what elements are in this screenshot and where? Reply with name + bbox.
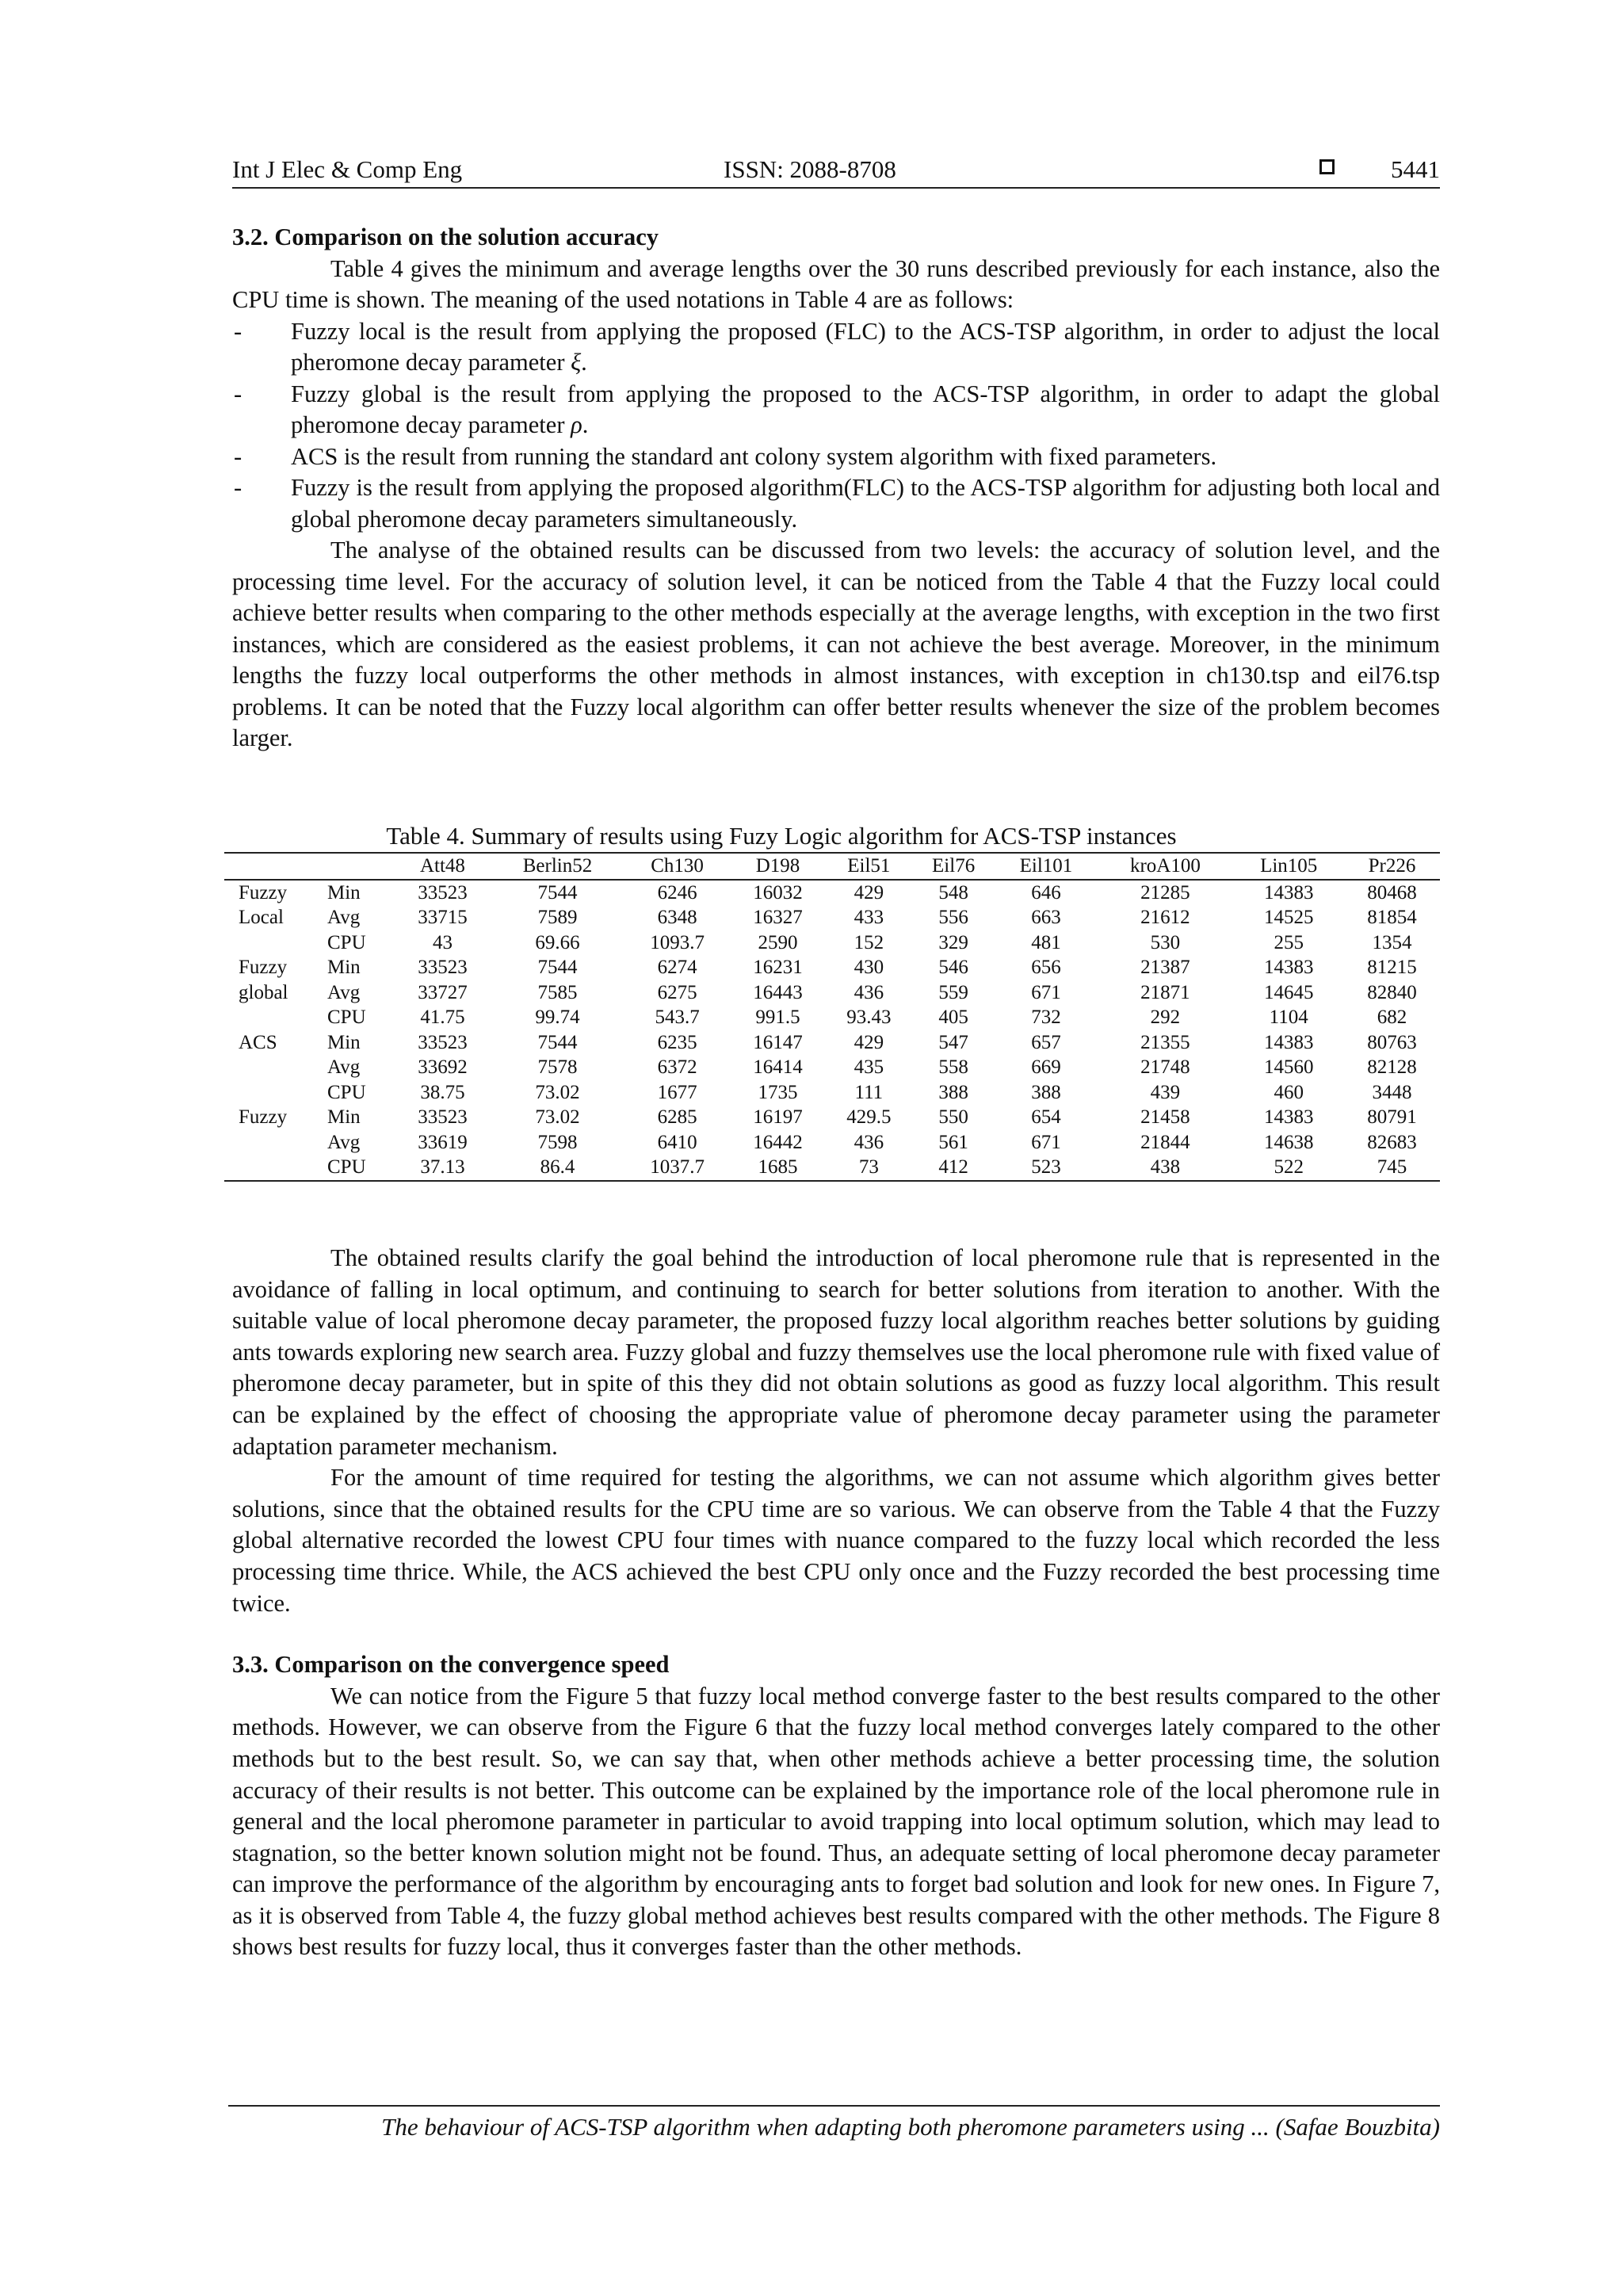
paragraph: For the amount of time required for testing the algorithms, we can not assume which algorithm gives better solutions, since that the obtained results for the CPU time are so various. We can observe from the Table 4 that the Fuzzy global alternative recorded the lowest CPU four times with nuance compared to the fuzzy local which recorded the less processing time thrice. While, the ACS achieved the best CPU only once and the Fuzzy recorded the best processing time twice. bbox=[232, 1464, 1440, 1617]
metric-label: Avg bbox=[327, 981, 361, 1003]
table-cell: 6275 bbox=[657, 981, 697, 1003]
table-row bbox=[224, 1055, 1440, 1080]
table-cell: 548 bbox=[938, 881, 968, 904]
issn: ISSN: 2088-8708 bbox=[724, 155, 896, 183]
group-label: Local bbox=[239, 907, 284, 928]
table-cell: 7578 bbox=[537, 1056, 578, 1078]
table-cell: 99.74 bbox=[535, 1007, 580, 1028]
table-cell: 7585 bbox=[537, 981, 578, 1003]
list-item: - Fuzzy is the result from applying the proposed algorithm(FLC) to the ACS-TSP algorithm for adjusting both local and global pheromone decay parameters simultaneously. bbox=[232, 472, 1440, 535]
table-cell: 435 bbox=[854, 1056, 884, 1078]
journal-name: Int J Elec & Comp Eng bbox=[232, 155, 463, 183]
section-heading: 3.2. Comparison on the solution accuracy bbox=[232, 223, 659, 250]
table-cell: 1093.7 bbox=[650, 931, 705, 953]
column-header: Att48 bbox=[419, 855, 465, 877]
table-cell: 559 bbox=[938, 981, 968, 1003]
table-cell: 6410 bbox=[657, 1131, 697, 1153]
table-cell: 546 bbox=[938, 957, 968, 978]
table-cell: 412 bbox=[938, 1156, 968, 1178]
table-cell: 1685 bbox=[758, 1156, 798, 1178]
metric-label: CPU bbox=[327, 1081, 366, 1103]
table-cell: 991.5 bbox=[755, 1007, 800, 1028]
table-cell: 82683 bbox=[1367, 1131, 1417, 1153]
table-cell: 21285 bbox=[1140, 881, 1190, 904]
column-header: Ch130 bbox=[651, 855, 704, 877]
table-row bbox=[224, 1005, 1440, 1030]
table-cell: 38.75 bbox=[420, 1081, 465, 1103]
table-4 bbox=[224, 822, 1440, 1182]
table-cell: 522 bbox=[1274, 1156, 1304, 1178]
table-cell: 80468 bbox=[1367, 881, 1417, 904]
table-cell: 16327 bbox=[753, 907, 803, 928]
table-cell: 6348 bbox=[657, 907, 697, 928]
page-number: 5441 bbox=[1391, 155, 1440, 183]
group-label: Fuzzy bbox=[239, 1106, 288, 1128]
table-cell: 33523 bbox=[418, 957, 468, 978]
table-cell: 33523 bbox=[418, 1106, 468, 1128]
paragraph: The analyse of the obtained results can be discussed from two levels: the accuracy of solution level, and the processing time level. For the accuracy of solution level, it can be noticed from the Table 4 that the Fuzzy local could achieve better results when comparing to the other methods especially at the average lengths, with exception in the two first instances, which are considered as the easiest problems, it can not achieve the best average. Moreover, in the minimum lengths the fuzzy local outperforms the other methods in almost instances, with exception in ch130.tsp and eil76.tsp problems. It can be noted that the Fuzzy local algorithm can offer better results whenever the size of the problem becomes larger. bbox=[232, 537, 1440, 751]
table-cell: 16147 bbox=[753, 1031, 803, 1053]
table-row bbox=[224, 1030, 1440, 1056]
table-cell: 14560 bbox=[1263, 1056, 1314, 1078]
table-body bbox=[224, 880, 1440, 1181]
table-cell: 69.66 bbox=[535, 931, 580, 953]
table-cell: 16032 bbox=[753, 881, 803, 904]
paragraph: We can notice from the Figure 5 that fuzzy local method converge faster to the best results compared to the other methods. However, we can observe from the Figure 6 that the fuzzy local method converges lately compared to the other methods but to the best result. So, we can say that, when other methods achieve a better processing time, the solution accuracy of their results is not better. This outcome can be explained by the importance role of the local pheromone rule in general and the local pheromone parameter in particular to avoid trapping into local optimum solution, which may lead to stagnation, so the better known solution might not be found. Thus, an adequate setting of local pheromone decay parameter can improve the performance of the algorithm by encouraging ants to forget bad solution and look for new ones. In Figure 7, as it is observed from Table 4, the fuzzy global method achieves best results compared with the other methods. The Figure 8 shows best results for fuzzy local, thus it converges faster than the other methods. bbox=[232, 1682, 1440, 1961]
table-cell: 152 bbox=[854, 931, 884, 953]
table-cell: 14383 bbox=[1263, 881, 1314, 904]
metric-label: Min bbox=[327, 1031, 361, 1053]
metric-label: Min bbox=[327, 957, 361, 978]
list-item: - Fuzzy global is the result from applying the proposed to the ACS-TSP algorithm, in order to adapt the global pheromone decay parameter ρ. bbox=[232, 379, 1440, 441]
table-cell: 16231 bbox=[753, 957, 803, 978]
table-cell: 16197 bbox=[753, 1106, 803, 1128]
table-cell: 73.02 bbox=[535, 1081, 580, 1103]
table-row bbox=[224, 905, 1440, 930]
table-row bbox=[224, 955, 1440, 980]
results-discussion bbox=[232, 1243, 1440, 1963]
column-header: D198 bbox=[755, 855, 800, 877]
table-cell: 530 bbox=[1150, 931, 1181, 953]
column-header: Pr226 bbox=[1368, 855, 1416, 877]
table-cell: 669 bbox=[1031, 1056, 1061, 1078]
table-cell: 21355 bbox=[1140, 1031, 1190, 1053]
table-caption: Table 4. Summary of results using Fuzy Logic algorithm for ACS-TSP instances bbox=[386, 822, 1177, 850]
table-cell: 82840 bbox=[1367, 981, 1417, 1003]
table-cell: 14638 bbox=[1263, 1131, 1314, 1153]
table-cell: 16443 bbox=[753, 981, 803, 1003]
table-cell: 255 bbox=[1274, 931, 1304, 953]
table-cell: 388 bbox=[1031, 1081, 1061, 1103]
table-cell: 732 bbox=[1031, 1007, 1061, 1028]
list-item: - Fuzzy local is the result from applying the proposed (FLC) to the ACS-TSP algorithm, in order to adjust the local pheromone decay parameter ξ. bbox=[232, 316, 1440, 379]
table-cell: 7544 bbox=[537, 881, 578, 904]
notation-list bbox=[232, 316, 1440, 536]
column-header: Eil51 bbox=[847, 855, 891, 877]
metric-label: Min bbox=[327, 1106, 361, 1128]
metric-label: CPU bbox=[327, 1007, 366, 1028]
table-row bbox=[224, 930, 1440, 956]
section-3-2 bbox=[232, 222, 1440, 755]
table-cell: 33727 bbox=[418, 981, 468, 1003]
table-cell: 7598 bbox=[537, 1131, 578, 1153]
column-header: Lin105 bbox=[1260, 855, 1318, 877]
table-cell: 646 bbox=[1031, 881, 1061, 904]
table-cell: 7544 bbox=[537, 957, 578, 978]
table-cell: 21612 bbox=[1140, 907, 1190, 928]
table-cell: 21458 bbox=[1140, 1106, 1190, 1128]
table-cell: 82128 bbox=[1367, 1056, 1417, 1078]
table-cell: 550 bbox=[938, 1106, 968, 1128]
table-cell: 16442 bbox=[753, 1131, 803, 1153]
metric-label: Avg bbox=[327, 1131, 361, 1153]
table-cell: 14645 bbox=[1263, 981, 1314, 1003]
table-cell: 329 bbox=[938, 931, 968, 953]
table-cell: 3448 bbox=[1372, 1081, 1412, 1103]
table-cell: 7589 bbox=[537, 907, 578, 928]
group-label: Fuzzy bbox=[239, 881, 288, 904]
table-cell: 1037.7 bbox=[650, 1156, 705, 1178]
results-table bbox=[224, 852, 1440, 1182]
table-cell: 86.4 bbox=[540, 1156, 575, 1178]
table-cell: 80791 bbox=[1367, 1106, 1417, 1128]
table-cell: 33715 bbox=[418, 907, 468, 928]
column-header: Berlin52 bbox=[522, 855, 593, 877]
table-cell: 654 bbox=[1031, 1106, 1061, 1128]
metric-label: CPU bbox=[327, 1156, 366, 1178]
table-cell: 14525 bbox=[1263, 907, 1314, 928]
table-cell: 460 bbox=[1274, 1081, 1304, 1103]
table-cell: 81854 bbox=[1367, 907, 1417, 928]
table-cell: 2590 bbox=[758, 931, 798, 953]
table-row bbox=[224, 980, 1440, 1006]
group-label: Fuzzy bbox=[239, 957, 288, 978]
group-label: ACS bbox=[239, 1031, 277, 1053]
table-cell: 37.13 bbox=[420, 1156, 465, 1178]
table-cell: 663 bbox=[1031, 907, 1061, 928]
table-cell: 436 bbox=[854, 1131, 884, 1153]
table-cell: 41.75 bbox=[420, 1007, 465, 1028]
table-cell: 1104 bbox=[1269, 1007, 1308, 1028]
table-cell: 523 bbox=[1031, 1156, 1061, 1178]
group-label: global bbox=[239, 981, 288, 1003]
table-cell: 656 bbox=[1031, 957, 1061, 978]
table-cell: 6372 bbox=[657, 1056, 697, 1078]
table-cell: 14383 bbox=[1263, 1106, 1314, 1128]
table-cell: 21844 bbox=[1140, 1131, 1190, 1153]
column-header: Eil76 bbox=[932, 855, 976, 877]
table-row bbox=[224, 880, 1440, 906]
table-cell: 429 bbox=[854, 881, 884, 904]
table-cell: 543.7 bbox=[655, 1007, 700, 1028]
table-cell: 6285 bbox=[657, 1106, 697, 1128]
table-cell: 433 bbox=[854, 907, 884, 928]
table-cell: 6246 bbox=[657, 881, 697, 904]
page-header bbox=[232, 155, 1440, 189]
table-cell: 430 bbox=[854, 957, 884, 978]
table-cell: 682 bbox=[1377, 1007, 1407, 1028]
table-cell: 556 bbox=[938, 907, 968, 928]
table-cell: 33619 bbox=[418, 1131, 468, 1153]
table-cell: 429 bbox=[854, 1031, 884, 1053]
table-cell: 558 bbox=[938, 1056, 968, 1078]
table-cell: 481 bbox=[1031, 931, 1061, 953]
table-cell: 6235 bbox=[657, 1031, 697, 1053]
table-cell: 6274 bbox=[657, 957, 697, 978]
table-cell: 80763 bbox=[1367, 1031, 1417, 1053]
table-cell: 439 bbox=[1150, 1081, 1181, 1103]
table-cell: 671 bbox=[1031, 1131, 1061, 1153]
table-cell: 111 bbox=[854, 1081, 884, 1103]
table-header-row bbox=[224, 853, 1440, 880]
checkbox-square-icon bbox=[1319, 159, 1335, 174]
column-header: kroA100 bbox=[1129, 855, 1201, 877]
table-cell: 671 bbox=[1031, 981, 1061, 1003]
table-cell: 388 bbox=[938, 1081, 968, 1103]
paragraph: The obtained results clarify the goal behind the introduction of local pheromone rule that is represented in the avoidance of falling in local optimum, and continuing to search for better solutions from iteration to another. With the suitable value of local pheromone decay parameter, the proposed fuzzy local algorithm reaches better solutions by guiding ants towards exploring new search area. Fuzzy global and fuzzy themselves use the local pheromone rule with fixed value of pheromone decay parameter, but in spite of this they did not obtain solutions as good as fuzzy local algorithm. This result can be explained by the effect of choosing the appropriate value of pheromone decay parameter using the parameter adaptation parameter mechanism. bbox=[232, 1244, 1440, 1460]
table-cell: 438 bbox=[1150, 1156, 1181, 1178]
table-cell: 429.5 bbox=[846, 1106, 892, 1128]
table-cell: 21748 bbox=[1140, 1056, 1190, 1078]
section-heading: 3.3. Comparison on the convergence speed bbox=[232, 1651, 670, 1679]
table-row bbox=[224, 1155, 1440, 1181]
table-cell: 16414 bbox=[753, 1056, 803, 1078]
table-cell: 1354 bbox=[1372, 931, 1412, 953]
metric-label: Avg bbox=[327, 1056, 361, 1078]
table-cell: 21387 bbox=[1140, 957, 1190, 978]
table-cell: 14383 bbox=[1263, 1031, 1314, 1053]
table-cell: 1735 bbox=[758, 1081, 798, 1103]
column-header: Eil101 bbox=[1019, 855, 1073, 877]
metric-label: CPU bbox=[327, 931, 366, 953]
table-cell: 292 bbox=[1150, 1007, 1181, 1028]
metric-label: Avg bbox=[327, 907, 361, 928]
list-item: - ACS is the result from running the standard ant colony system algorithm with fixed parameters. bbox=[232, 441, 1440, 473]
table-row bbox=[224, 1105, 1440, 1130]
table-row bbox=[224, 1130, 1440, 1156]
table-cell: 7544 bbox=[537, 1031, 578, 1053]
table-cell: 547 bbox=[938, 1031, 968, 1053]
table-cell: 33523 bbox=[418, 1031, 468, 1053]
table-cell: 745 bbox=[1377, 1156, 1407, 1178]
table-cell: 21871 bbox=[1140, 981, 1190, 1003]
table-cell: 1677 bbox=[657, 1081, 697, 1103]
table-cell: 43 bbox=[432, 931, 453, 953]
table-cell: 73 bbox=[858, 1156, 879, 1178]
table-cell: 14383 bbox=[1263, 957, 1314, 978]
table-row bbox=[224, 1080, 1440, 1106]
table-cell: 73.02 bbox=[535, 1106, 580, 1128]
table-cell: 33692 bbox=[418, 1056, 468, 1078]
table-cell: 561 bbox=[938, 1131, 968, 1153]
table-cell: 436 bbox=[854, 981, 884, 1003]
table-cell: 405 bbox=[938, 1007, 968, 1028]
table-cell: 33523 bbox=[418, 881, 468, 904]
paragraph: Table 4 gives the minimum and average lengths over the 30 runs described previously for each instance, also the CPU time is shown. The meaning of the used notations in Table 4 are as follows: bbox=[232, 254, 1440, 313]
table-cell: 657 bbox=[1031, 1031, 1061, 1053]
table-cell: 93.43 bbox=[846, 1007, 892, 1028]
table-cell: 81215 bbox=[1367, 957, 1417, 978]
page-footer: The behaviour of ACS-TSP algorithm when adapting both pheromone parameters using ... (Safae Bouzbita) bbox=[228, 2105, 1440, 2141]
metric-label: Min bbox=[327, 881, 361, 904]
